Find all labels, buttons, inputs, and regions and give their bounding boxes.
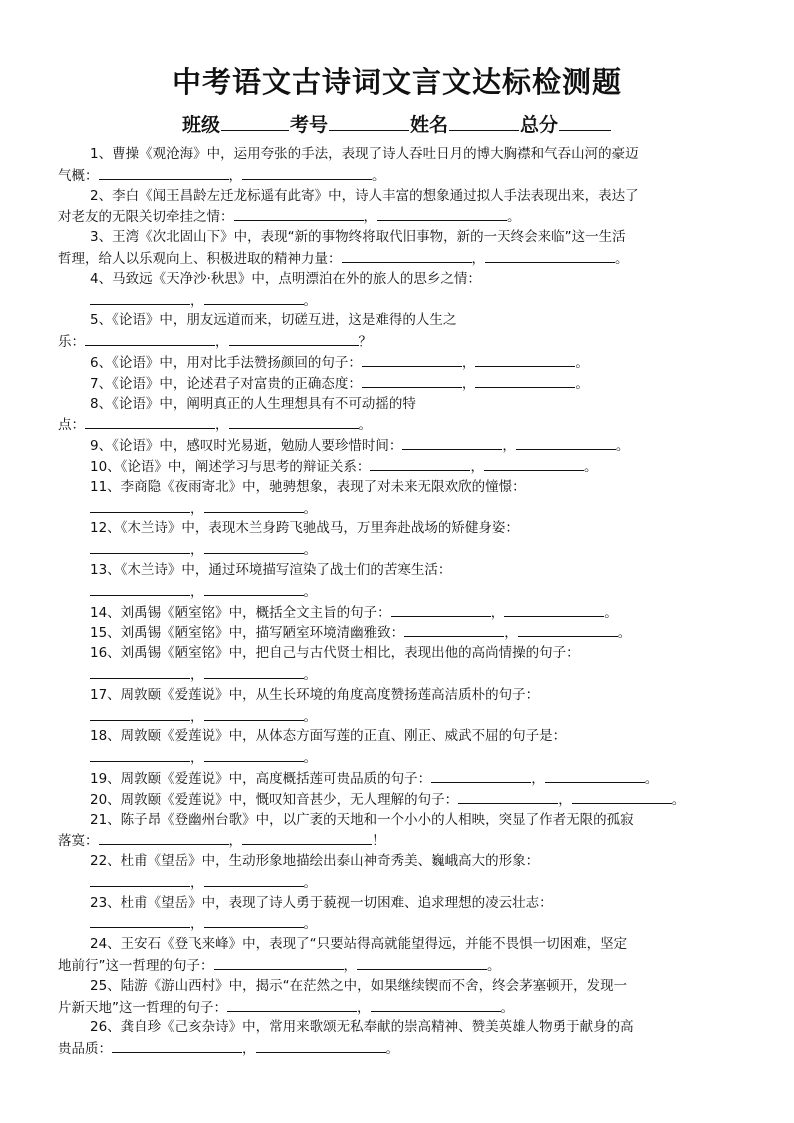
answer-line [58,539,738,560]
separator: ， [190,292,204,309]
question-text: 26、龚自珍《己亥杂诗》中，常用来歌颂无私奉献的崇高精神、赞美英雄人物勇于献身的高 [90,1019,634,1036]
separator: ， [190,708,204,725]
question-text: 21、陈子昂《登幽州台歌》中，以广袤的天地和一个小小的人相映，突显了作者无限的孤寂 [90,811,634,828]
question-text: 12、《木兰诗》中，表现木兰身跨飞驰战马，万里奔赴战场的矫健身姿： [90,520,519,537]
answer-blank[interactable] [90,290,190,305]
answer-blank[interactable] [485,248,615,263]
answer-blank[interactable] [431,768,531,783]
question-text-continued: 落寞： [58,833,99,850]
question-text: 20、周敦颐《爱莲说》中，慨叹知音甚少，无人理解的句子： [90,791,459,808]
answer-blank[interactable] [362,373,462,388]
answer-blank[interactable] [214,955,344,970]
separator: ， [190,874,204,891]
question-prompt [58,352,738,373]
end-punct: 。 [583,458,598,475]
end-punct: ？ [358,334,372,351]
end-punct: 。 [575,354,589,371]
question-text-continued: 地前行”这一哲理的句子： [58,958,214,975]
end-punct: 。 [385,1041,399,1058]
answer-blank[interactable] [227,997,357,1012]
separator: ， [363,209,377,226]
question-prompt [58,851,738,872]
answer-blank[interactable] [404,622,504,637]
answer-blank[interactable] [112,1038,242,1053]
answer-blank[interactable] [458,789,558,804]
end-punct: 。 [500,999,514,1016]
answer-blank[interactable] [242,830,372,845]
question-prompt [58,789,738,810]
answer-blank[interactable] [362,352,462,367]
end-punct: 。 [303,708,317,725]
separator: ， [461,375,476,392]
question-item [58,726,738,768]
answer-blank[interactable] [229,414,359,429]
question-text: 15、刘禹锡《陋室铭》中，描写陋室环境清幽雅致： [90,625,405,642]
question-item [58,227,738,269]
question-prompt [58,435,738,456]
end-punct: 。 [644,770,659,787]
question-text: 2、李白《闻王昌龄左迁龙标遥有此寄》中，诗人丰富的想象通过拟人手法表现出来，表达了 [90,187,639,204]
end-punct: 。 [615,250,629,267]
end-punct: 。 [303,916,317,933]
question-item [58,1017,738,1059]
separator: ， [190,666,204,683]
answer-blank[interactable] [204,747,304,762]
question-item [58,456,738,477]
answer-blank[interactable] [90,706,190,721]
question-prompt [58,602,738,623]
answer-line [58,331,738,352]
answer-blank[interactable] [204,581,304,596]
answer-blank[interactable] [516,435,616,450]
answer-blank[interactable] [504,602,604,617]
question-text: 23、杜甫《望岳》中，表现了诗人勇于藐视一切困难、追求理想的凌云壮志： [90,894,553,911]
question-item [58,477,738,519]
question-item [58,310,738,352]
question-prompt [58,373,738,394]
answer-blank[interactable] [342,248,472,263]
question-item [58,893,738,935]
answer-line [58,498,738,519]
answer-blank[interactable] [90,872,190,887]
question-item [58,373,738,394]
field-total-label: 总分 [520,114,559,136]
answer-blank[interactable] [370,456,470,471]
answer-line [58,165,738,186]
answer-blank[interactable] [85,331,215,346]
answer-blank[interactable] [204,498,304,513]
question-prompt [58,186,738,207]
question-prompt [58,310,738,331]
question-item [58,144,738,186]
separator: ， [242,1041,256,1058]
end-punct: 。 [671,791,686,808]
field-name-blank[interactable] [449,110,519,131]
question-text: 6、《论语》中，用对比手法赞扬颜回的句子： [90,354,362,371]
field-class-label: 班级 [181,114,220,136]
answer-line [58,206,738,227]
question-prompt [58,685,738,706]
separator: ， [502,438,516,455]
answer-blank[interactable] [229,331,359,346]
question-text: 17、周敦颐《爱莲说》中，从生长环境的角度高度赞扬莲高洁质朴的句子： [90,686,540,703]
end-punct: 。 [615,438,630,455]
answer-blank[interactable] [90,747,190,762]
question-prompt [58,893,738,914]
end-punct: 。 [604,604,618,621]
question-text: 14、刘禹锡《陋室铭》中，概括全文主旨的句子： [90,604,391,621]
answer-blank[interactable] [545,768,645,783]
question-text-continued: 哲理，给人以乐观向上、积极进取的精神力量： [58,250,342,267]
separator: ， [228,167,242,184]
question-item [58,352,738,373]
question-text-continued: 点： [58,417,85,434]
question-prompt [58,394,738,415]
question-text: 8、《论语》中，阐明真正的人生理想具有不可动摇的特 [90,395,416,412]
question-text: 24、王安石《登飞来峰》中，表现了“只要站得高就能望得远，并能不畏惧一切困难，坚定 [90,936,628,953]
answer-blank[interactable] [357,955,487,970]
answer-blank[interactable] [475,352,575,367]
answer-blank[interactable] [90,913,190,928]
question-prompt [58,768,738,789]
question-prompt [58,976,738,997]
separator: ， [215,334,229,351]
end-punct: 。 [303,874,317,891]
question-prompt [58,518,738,539]
question-item [58,435,738,456]
answer-blank[interactable] [484,456,584,471]
separator: ， [470,458,484,475]
answer-line [58,955,738,976]
question-item [58,269,738,311]
answer-blank[interactable] [204,872,304,887]
question-text: 9、《论语》中，感叹时光易逝，勉励人要珍惜时间： [90,438,403,455]
question-item [58,560,738,602]
end-punct: 。 [303,542,317,559]
answer-blank[interactable] [204,913,304,928]
answer-blank[interactable] [99,165,229,180]
question-item [58,851,738,893]
answer-line [58,664,738,685]
answer-blank[interactable] [204,539,304,554]
field-exam-no-label: 考号 [289,114,328,136]
answer-blank[interactable] [256,1038,386,1053]
answer-line [58,706,738,727]
separator: ， [343,958,357,975]
question-prompt [58,477,738,498]
question-prompt [58,726,738,747]
answer-blank[interactable] [475,373,575,388]
answer-blank[interactable] [391,602,491,617]
question-text: 19、周敦颐《爱莲说》中，高度概括莲可贵品质的句子： [90,770,432,787]
question-item [58,622,738,643]
answer-line [58,872,738,893]
answer-line [58,747,738,768]
answer-blank[interactable] [518,622,618,637]
question-item [58,976,738,1018]
end-punct: 。 [507,209,521,226]
question-list [58,144,738,1059]
separator: ， [531,770,545,787]
question-prompt [58,622,738,643]
question-text: 16、刘禹锡《陋室铭》中，把自己与古代贤士相比，表现出他的高尚情操的句子： [90,645,580,662]
question-prompt [58,227,738,248]
separator: ， [471,250,485,267]
answer-blank[interactable] [234,206,364,221]
separator: ， [357,999,371,1016]
separator: ， [190,583,204,600]
question-text-continued: 片新天地”这一哲理的句子： [58,999,227,1016]
question-text: 4、马致远《天净沙·秋思》中，点明漂泊在外的旅人的思乡之情： [90,270,481,287]
separator: ， [190,916,204,933]
question-text: 7、《论语》中，论述君子对富贵的正确态度： [90,375,362,392]
answer-line [58,581,738,602]
question-item [58,643,738,685]
question-prompt [58,1017,738,1038]
field-total-blank[interactable] [559,110,611,131]
end-punct: 。 [303,666,317,683]
answer-line [58,248,738,269]
answer-line [58,913,738,934]
question-item [58,789,738,810]
separator: ， [504,625,518,642]
question-item [58,394,738,436]
answer-blank[interactable] [204,706,304,721]
question-text-continued: 贵品质： [58,1041,112,1058]
question-prompt [58,810,738,831]
answer-blank[interactable] [85,414,215,429]
question-item [58,186,738,228]
field-name-label: 姓名 [410,114,449,136]
question-text: 10、《论语》中，阐述学习与思考的辩证关系： [90,458,371,475]
end-punct: 。 [358,417,372,434]
separator: ， [190,750,204,767]
separator: ， [215,417,229,434]
answer-line [58,1038,738,1059]
question-text-continued: 对老友的无限关切牵挂之情： [58,209,234,226]
question-text-continued: 气概： [58,167,99,184]
answer-blank[interactable] [371,997,501,1012]
answer-line [58,414,738,435]
end-punct: 。 [617,625,632,642]
question-text: 25、陆游《游山西村》中，揭示“在茫然之中，如果继续锲而不舍，终会茅塞顿开，发现一 [90,977,628,994]
separator: ， [490,604,505,621]
question-text: 22、杜甫《望岳》中，生动形象地描绘出泰山神奇秀美、巍峨高大的形象： [90,853,540,870]
question-text: 1、曹操《观沧海》中，运用夸张的手法，表现了诗人吞吐日月的博大胸襟和气吞山河的豪迈 [90,146,639,162]
end-punct: 。 [575,375,589,392]
end-punct: 。 [303,750,317,767]
question-text: 18、周敦颐《爱莲说》中，从体态方面写莲的正直、刚正、威武不屈的句子是： [90,728,567,745]
answer-blank[interactable] [99,830,229,845]
separator: ， [190,500,204,517]
question-text: 13、《木兰诗》中，通过环境描写渲染了战士们的苦寒生活： [90,561,452,578]
question-prompt [58,456,738,477]
end-punct: 。 [372,167,386,184]
question-item [58,518,738,560]
question-item [58,768,738,789]
end-punct: 。 [487,958,501,975]
separator: ， [558,791,572,808]
header-fields [0,110,794,139]
end-punct: 。 [303,292,317,309]
separator: ， [190,542,204,559]
question-prompt [58,269,738,290]
separator: ， [461,354,476,371]
field-class-blank[interactable] [221,110,289,131]
end-punct: 。 [303,583,317,600]
answer-blank[interactable] [204,290,304,305]
answer-line [58,290,738,311]
answer-line [58,997,738,1018]
question-prompt [58,934,738,955]
page-title: 中考语文古诗词文言文达标检测题 [171,65,622,99]
question-prompt [58,144,738,165]
question-text: 3、王湾《次北固山下》中，表现“新的事物终将取代旧事物，新的一天终会来临”这一生活 [90,229,626,246]
question-prompt [58,643,738,664]
answer-blank[interactable] [242,165,372,180]
question-prompt [58,560,738,581]
end-punct: ！ [372,833,386,850]
question-item [58,685,738,727]
answer-blank[interactable] [572,789,672,804]
field-exam-no-blank[interactable] [329,110,409,131]
question-text: 11、李商隐《夜雨寄北》中，驰骋想象，表现了对未来无限欢欣的憧憬： [90,478,526,495]
answer-blank[interactable] [90,581,190,596]
question-item [58,810,738,852]
question-text-continued: 乐： [58,334,85,351]
answer-blank[interactable] [402,435,502,450]
answer-blank[interactable] [90,664,190,679]
answer-blank[interactable] [377,206,507,221]
answer-blank[interactable] [90,539,190,554]
question-item [58,602,738,623]
answer-blank[interactable] [204,664,304,679]
question-item [58,934,738,976]
question-text: 5、《论语》中，朋友远道而来，切磋互进，这是难得的人生之 [90,312,457,329]
separator: ， [228,833,242,850]
end-punct: 。 [303,500,317,517]
answer-blank[interactable] [90,498,190,513]
answer-line [58,830,738,851]
